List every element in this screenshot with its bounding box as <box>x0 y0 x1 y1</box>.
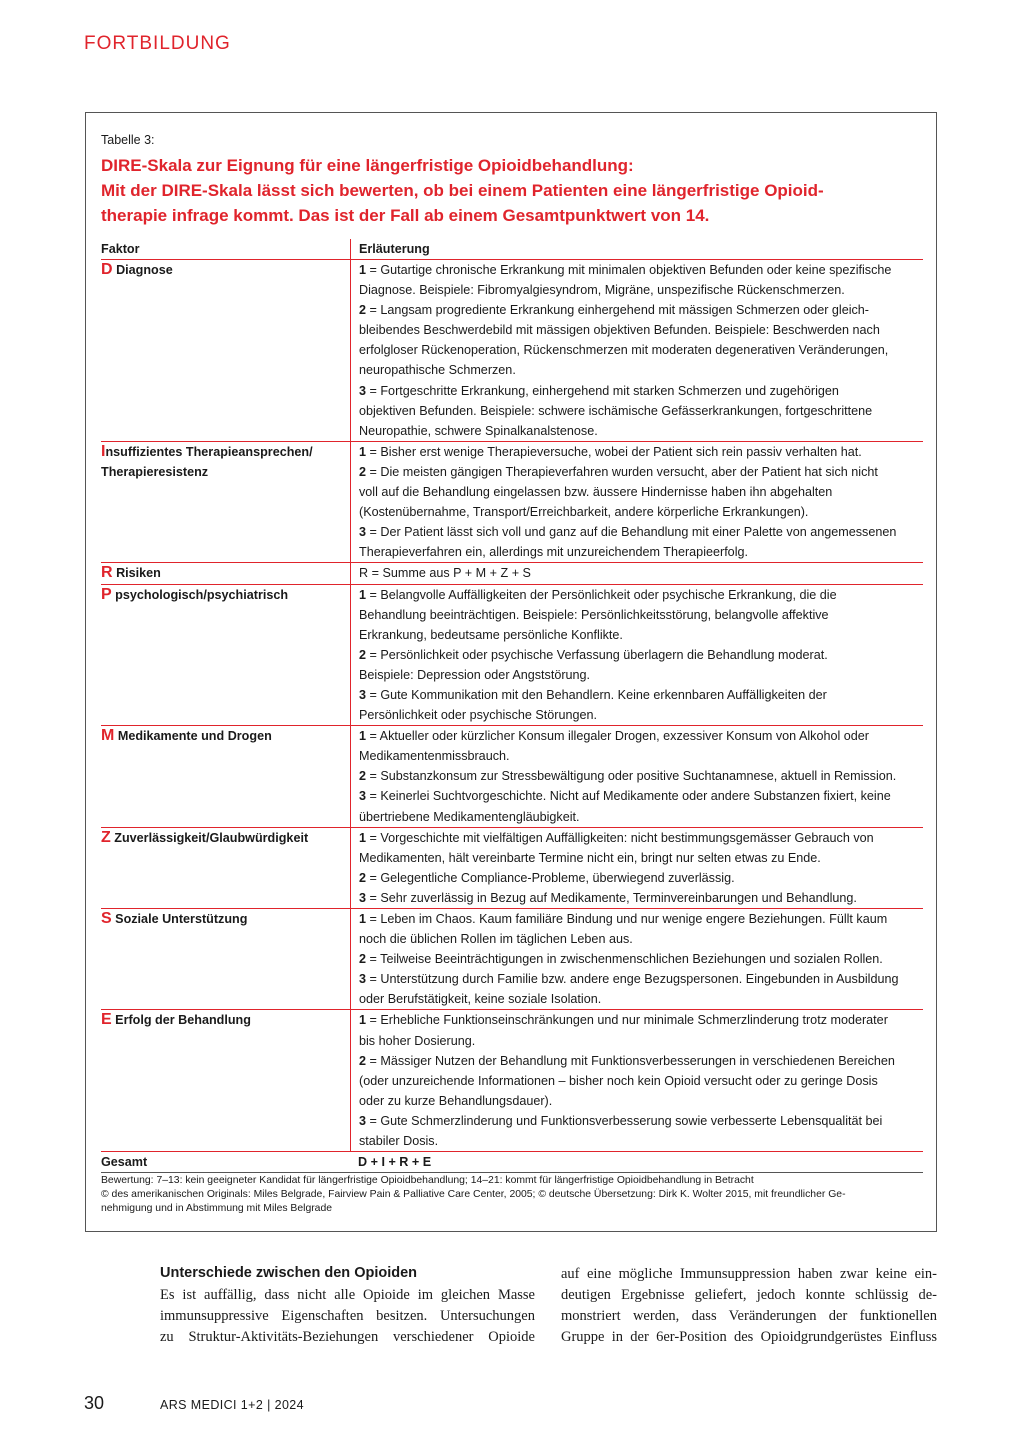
explanation-line <box>359 563 923 583</box>
explanation-text: = Langsam progrediente Erkrankung einhergehend mit mässigen Schmerzen oder gleich- <box>369 303 870 318</box>
explanation-text: = Mässiger Nutzen der Behandlung mit Funktionsverbesserungen in verschiedenen Bereichen <box>369 1053 895 1068</box>
score-number: 3 <box>359 383 367 398</box>
explanation-line <box>359 625 923 645</box>
dire-table <box>101 239 923 1173</box>
explanation-text: = Gute Kommunikation mit den Behandlern. Keine erkennbaren Auffälligkeiten der <box>369 687 827 702</box>
explanation-text: = Bisher erst wenige Therapieversuche, wobei der Patient sich rein passiv verhalten hat. <box>369 444 862 459</box>
explanation-text: = Fortgeschritte Erkrankung, einhergehend mit starken Schmerzen und zugehörigen <box>369 383 839 398</box>
table-row <box>101 726 923 827</box>
explanation-line <box>359 807 923 827</box>
score-number: 2 <box>359 303 367 318</box>
explanation-text: = Persönlichkeit oder psychische Verfassung überlagern die Behandlung moderat. <box>369 647 828 662</box>
explanation-line <box>359 522 923 542</box>
explanation-text: Erkrankung, bedeutsame persönliche Konflikte. <box>359 627 623 642</box>
table-title-line: Mit der DIRE-Skala lässt sich bewerten, ob bei einem Patienten eine längerfristige Opioid- <box>101 181 824 200</box>
explanation-cell <box>350 1010 923 1151</box>
footnote-line: Bewertung: 7–13: kein geeigneter Kandidat für längerfristige Opioidbehandlung; 14–21: kommt für längerfristige Opioidbehandlung in Betracht <box>101 1175 754 1186</box>
explanation-cell <box>350 442 923 563</box>
table-row <box>101 442 923 564</box>
explanation-line <box>359 1031 923 1051</box>
explanation-line <box>359 645 923 665</box>
explanation-line <box>359 848 923 868</box>
score-number: 1 <box>359 729 367 744</box>
article-line: Es ist auffällig, dass nicht alle Opioide im gleichen Masse <box>160 1287 535 1303</box>
explanation-text: = Erhebliche Funktionseinschränkungen und nur minimale Schmerzlinderung trotz moderater <box>369 1013 888 1028</box>
factor-name: Medikamente und Drogen <box>117 729 272 744</box>
explanation-line <box>359 909 923 929</box>
explanation-line <box>359 1111 923 1131</box>
factor-cell <box>101 260 350 441</box>
column-header-factor: Faktor <box>101 242 140 256</box>
explanation-text: = Gelegentliche Compliance-Probleme, überwiegend zuverlässig. <box>369 870 735 885</box>
score-number: 1 <box>359 444 367 459</box>
factor-name: psychologisch/psychiatrisch <box>115 587 289 602</box>
table-row <box>101 260 923 442</box>
page-number: 30 <box>84 1393 105 1413</box>
explanation-line <box>359 828 923 848</box>
explanation-cell <box>350 260 923 441</box>
explanation-text: neuropathische Schmerzen. <box>359 363 516 378</box>
explanation-line <box>359 705 923 725</box>
explanation-text: übertriebene Medikamentengläubigkeit. <box>359 809 580 824</box>
explanation-line <box>359 381 923 401</box>
explanation-text: = Die meisten gängigen Therapieverfahren wurden versucht, aber der Patient hat sich nicht <box>369 464 878 479</box>
explanation-text: = Substanzkonsum zur Stressbewältigung oder positive Suchtanamnese, aktuell in Remission. <box>369 769 897 784</box>
total-value: D + I + R + E <box>358 1155 432 1170</box>
explanation-text: = Teilweise Beeinträchtigungen in zwischenmenschlichen Beziehungen und sozialen Rollen. <box>369 952 883 967</box>
explanation-text: oder zu kurze Behandlungsdauer). <box>359 1093 553 1108</box>
explanation-line <box>359 888 923 908</box>
table-title-line: DIRE-Skala zur Eignung für eine längerfristige Opioidbehandlung: <box>101 156 634 175</box>
explanation-cell <box>350 828 923 908</box>
table-row <box>101 563 923 584</box>
explanation-text: = Sehr zuverlässig in Bezug auf Medikamente, Terminvereinbarungen und Behandlung. <box>369 890 857 905</box>
factor-letter: Z <box>101 828 111 846</box>
factor-letter: R <box>101 564 113 582</box>
explanation-text: Persönlichkeit oder psychische Störungen. <box>359 708 598 723</box>
explanation-line <box>359 605 923 625</box>
explanation-text: Medikamentenmissbrauch. <box>359 749 510 764</box>
factor-name: Soziale Unterstützung <box>115 912 248 926</box>
table-title <box>101 153 901 228</box>
explanation-text: (Kostenübernahme, Transport/Erreichbarkeit, andere körperliche Erkrankungen). <box>359 505 809 520</box>
table-caption: Tabelle 3: <box>101 133 155 147</box>
explanation-line <box>359 929 923 949</box>
article-line: deutigen Ergebnisse geliefert, jedoch konnte schlüssig de- <box>561 1287 937 1303</box>
explanation-text: bis hoher Dosierung. <box>359 1033 476 1048</box>
score-number: 1 <box>359 1013 367 1028</box>
factor-cell <box>101 442 350 563</box>
explanation-line <box>359 442 923 462</box>
table-row <box>101 909 923 1010</box>
factor-letter: D <box>101 261 113 278</box>
explanation-line <box>359 1131 923 1151</box>
table-box <box>85 112 937 1232</box>
footnote-line: nehmigung und in Abstimmung mit Miles Belgrade <box>101 1203 333 1214</box>
explanation-text: = Unterstützung durch Familie bzw. andere enge Bezugspersonen. Eingebunden in Ausbildung <box>369 972 899 987</box>
explanation-text: = Belangvolle Auffälligkeiten der Persönlichkeit oder psychische Erkrankung, die die <box>369 587 837 602</box>
factor-name: Therapieresistenz <box>101 464 209 479</box>
factor-cell <box>101 909 350 1009</box>
table-header <box>101 239 923 260</box>
explanation-line <box>359 260 923 280</box>
explanation-line <box>359 746 923 766</box>
explanation-line <box>359 1051 923 1071</box>
explanation-line <box>359 360 923 380</box>
score-number: 3 <box>359 890 367 905</box>
article-heading: Unterschiede zwischen den Opioiden <box>160 1265 418 1281</box>
article-line: zu Struktur-Aktivitäts-Beziehungen verschiedener Opioide <box>160 1329 535 1345</box>
explanation-text: (oder unzureichende Informationen – bisher noch kein Opioid versucht oder zu geringe Dosis <box>359 1073 878 1088</box>
factor-name: Zuverlässigkeit/Glaubwürdigkeit <box>114 830 309 845</box>
explanation-text: voll auf die Behandlung eingelassen bzw. äussere Hindernisse haben ihn abgehalten <box>359 485 833 500</box>
explanation-line <box>359 340 923 360</box>
factor-name: Risiken <box>116 566 161 581</box>
score-number: 2 <box>359 1053 367 1068</box>
section-label: FORTBILDUNG <box>84 33 231 54</box>
explanation-text: noch die üblichen Rollen im täglichen Leben aus. <box>359 932 633 947</box>
table-row <box>101 585 923 727</box>
explanation-line <box>359 1071 923 1091</box>
score-number: 2 <box>359 647 367 662</box>
score-number: 3 <box>359 789 367 804</box>
score-number: 2 <box>359 464 367 479</box>
explanation-line <box>359 320 923 340</box>
explanation-text: Medikamenten, hält vereinbarte Termine nicht ein, bringt nur selten etwas zu Ende. <box>359 850 821 865</box>
explanation-line <box>359 421 923 441</box>
table-body <box>101 260 923 1152</box>
explanation-line <box>359 300 923 320</box>
score-number: 2 <box>359 870 367 885</box>
total-row <box>101 1152 923 1173</box>
explanation-text: = Aktueller oder kürzlicher Konsum illegaler Drogen, exzessiver Konsum von Alkohol oder <box>369 729 869 744</box>
explanation-text: Beispiele: Depression oder Angststörung. <box>359 667 591 682</box>
footnote-line: © des amerikanischen Originals: Miles Belgrade, Fairview Pain & Palliative Care Center, 2005; © deutsche Übersetzung: Dirk K. Wolter 2015, mit freundlicher Ge- <box>101 1189 846 1200</box>
explanation-line <box>359 280 923 300</box>
factor-letter: M <box>101 727 115 745</box>
factor-cell <box>101 585 350 726</box>
explanation-cell <box>350 585 923 726</box>
explanation-text: Neuropathie, schwere Spinalkanalstenose. <box>359 423 598 438</box>
explanation-text: = Gutartige chronische Erkrankung mit minimalen objektiven Befunden oder keine spezifische <box>369 263 892 277</box>
explanation-line <box>359 989 923 1009</box>
explanation-line <box>359 685 923 705</box>
table-row <box>101 1010 923 1152</box>
article-line: monstriert werden, dass Veränderungen der funktionellen <box>561 1308 937 1324</box>
score-number: 1 <box>359 912 367 926</box>
score-number: 3 <box>359 1113 367 1128</box>
score-number: 1 <box>359 263 367 277</box>
factor-letter: E <box>101 1011 112 1029</box>
total-label: Gesamt <box>101 1155 148 1170</box>
explanation-line <box>359 482 923 502</box>
explanation-line <box>359 1091 923 1111</box>
article-line: auf eine mögliche Immunsuppression haben zwar keine ein- <box>561 1266 937 1282</box>
journal-name: ARS MEDICI 1+2 | 2024 <box>160 1398 305 1412</box>
article-column-left <box>160 1285 535 1348</box>
explanation-line <box>359 969 923 989</box>
table-footnotes <box>101 1174 923 1216</box>
explanation-text: erfolgloser Rückenoperation, Rückenschmerzen mit moderaten degenerativen Veränderungen, <box>359 343 889 358</box>
explanation-text: = Vorgeschichte mit vielfältigen Auffälligkeiten: nicht bestimmungsgemässer Gebrauch von <box>369 830 874 845</box>
article-line: Gruppe in der 6er-Position des Opioidgrundgerüstes Einfluss <box>561 1329 937 1345</box>
explanation-text: = Der Patient lässt sich voll und ganz auf die Behandlung mit einer Palette von angemessenen <box>369 525 897 540</box>
explanation-line <box>359 585 923 605</box>
article-line: immunsuppressive Eigenschaften besitzen. Untersuchungen <box>160 1308 535 1324</box>
factor-cell <box>101 563 350 583</box>
factor-letter: P <box>101 585 112 603</box>
explanation-text: Therapieverfahren ein, allerdings mit unzureichendem Therapieerfolg. <box>359 545 748 560</box>
explanation-line <box>359 766 923 786</box>
explanation-line <box>359 868 923 888</box>
explanation-text: oder Berufstätigkeit, keine soziale Isolation. <box>359 992 602 1007</box>
factor-name: Erfolg der Behandlung <box>115 1013 251 1028</box>
explanation-cell <box>350 726 923 826</box>
explanation-text: Behandlung beeinträchtigen. Beispiele: Persönlichkeitsstörung, belangvolle affektive <box>359 607 829 622</box>
explanation-line <box>359 786 923 806</box>
table-title-line: therapie infrage kommt. Das ist der Fall ab einem Gesamtpunktwert von 14. <box>101 206 710 225</box>
table-row <box>101 828 923 909</box>
factor-name: nsuffizientes Therapieansprechen/ <box>105 444 313 459</box>
article-column-right <box>561 1264 937 1348</box>
explanation-line <box>359 1010 923 1030</box>
score-number: 3 <box>359 972 367 987</box>
explanation-text: = Keinerlei Suchtvorgeschichte. Nicht auf Medikamente oder andere Substanzen fixiert, keine <box>369 789 891 804</box>
score-number: 1 <box>359 830 367 845</box>
explanation-text: stabiler Dosis. <box>359 1134 439 1149</box>
score-number: 2 <box>359 952 367 967</box>
score-number: 1 <box>359 587 367 602</box>
factor-cell <box>101 1010 350 1151</box>
explanation-line <box>359 502 923 522</box>
explanation-line <box>359 542 923 562</box>
explanation-line <box>359 462 923 482</box>
explanation-cell <box>350 909 923 1009</box>
explanation-text: objektiven Befunden. Beispiele: schwere ischämische Gefässerkrankungen, fortgeschrittene <box>359 403 873 418</box>
explanation-line <box>359 949 923 969</box>
explanation-text: = Gute Schmerzlinderung und Funktionsverbesserung sowie verbesserte Lebensqualität bei <box>369 1113 883 1128</box>
factor-cell <box>101 726 350 826</box>
explanation-cell <box>350 563 923 583</box>
column-header-explanation: Erläuterung <box>350 239 923 259</box>
factor-cell <box>101 828 350 908</box>
factor-name: Diagnose <box>116 263 173 277</box>
factor-letter: S <box>101 910 112 927</box>
explanation-text: R = Summe aus P + M + Z + S <box>359 566 531 581</box>
explanation-line <box>359 401 923 421</box>
score-number: 3 <box>359 687 367 702</box>
explanation-line <box>359 726 923 746</box>
explanation-text: = Leben im Chaos. Kaum familiäre Bindung und nur wenige engere Beziehungen. Füllt kaum <box>369 912 888 926</box>
explanation-text: bleibendes Beschwerdebild mit mässigen objektiven Befunden. Beispiele: Beschwerden nach <box>359 323 880 338</box>
score-number: 3 <box>359 525 367 540</box>
factor-letter: I <box>101 442 106 460</box>
score-number: 2 <box>359 769 367 784</box>
explanation-text: Diagnose. Beispiele: Fibromyalgiesyndrom, Migräne, unspezifische Rückenschmerzen. <box>359 283 845 298</box>
explanation-line <box>359 665 923 685</box>
